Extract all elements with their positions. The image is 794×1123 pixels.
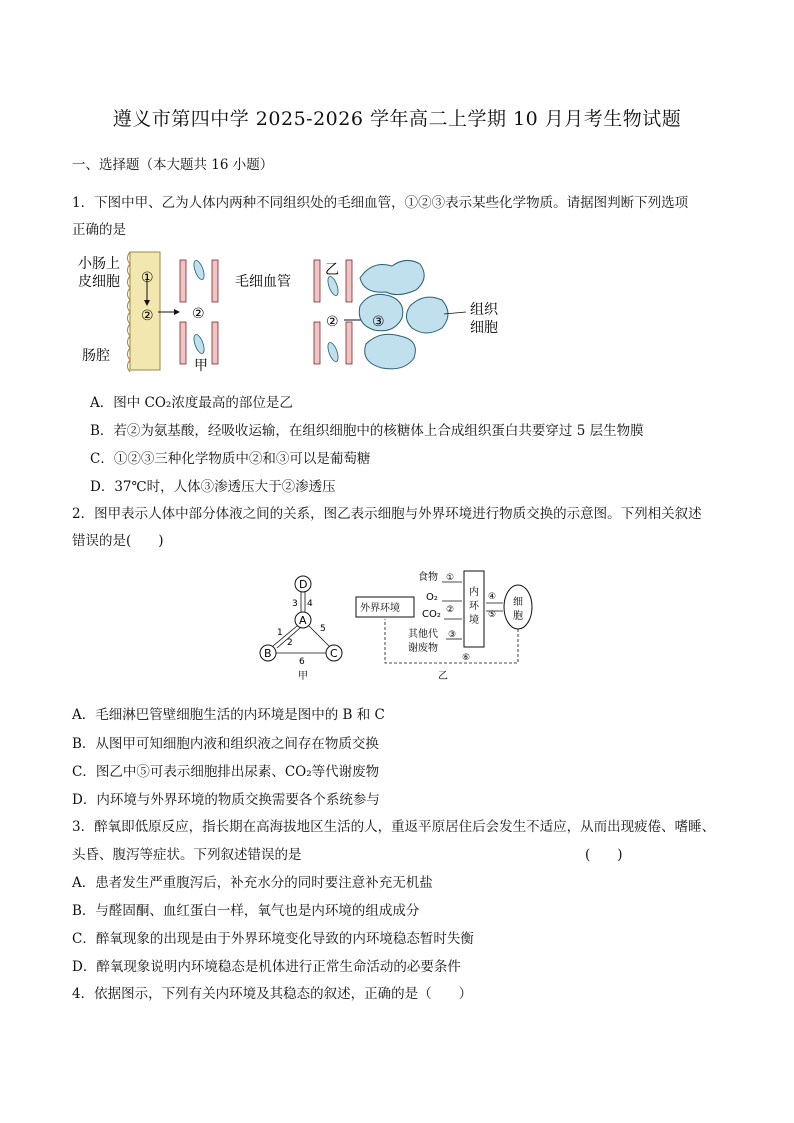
q1-capillary-figure	[70, 240, 530, 380]
mark-1: ①	[141, 270, 154, 286]
mark-3: ③	[372, 314, 385, 330]
input-food: 食物	[418, 572, 438, 583]
capillary-wall	[346, 322, 352, 364]
capillary-wall	[314, 260, 320, 302]
q1-option-a[interactable]: A．图中 CO₂浓度最高的部位是乙	[90, 395, 293, 411]
capillary-wall	[180, 260, 186, 302]
capillary-wall	[180, 322, 186, 364]
red-blood-cell	[326, 341, 340, 363]
node-b-label: B	[264, 647, 272, 660]
capillary-wall	[212, 260, 218, 302]
q2-option-a[interactable]: A．毛细淋巴管壁细胞生活的内环境是图中的 B 和 C	[72, 707, 385, 723]
mark-2a: ②	[446, 605, 455, 615]
mark-5: ⑤	[488, 610, 497, 620]
label-jia: 甲	[194, 358, 208, 374]
edge-label-2: 2	[287, 638, 293, 648]
q3-option-a[interactable]: A．患者发生严重腹泻后，补充水分的同时要注意补充无机盐	[72, 875, 433, 891]
internal-env-1: 内	[469, 587, 479, 598]
q3-option-c[interactable]: C．醉氧现象的出现是由于外界环境变化导致的内环境稳态暂时失衡	[72, 931, 474, 947]
edge-a-c	[309, 626, 329, 646]
label-lumen: 肠腔	[82, 348, 110, 364]
label-intestine-2: 皮细胞	[78, 274, 120, 290]
cell-label-1: 细	[513, 597, 523, 608]
label-capillary: 毛细血管	[235, 274, 291, 290]
q1-stem-line2: 正确的是	[72, 222, 126, 238]
input-o2: O₂	[426, 592, 438, 603]
q1-option-c[interactable]: C．①②③三种化学物质中②和③可以是葡萄糖	[90, 451, 371, 467]
red-blood-cell	[326, 275, 340, 297]
q2-body-fluid-figure	[250, 565, 550, 687]
q2-stem-line2: 错误的是( )	[72, 533, 164, 549]
label-intestine-1: 小肠上	[78, 256, 120, 272]
caption-yi: 乙	[438, 671, 448, 682]
arrow-head	[174, 309, 180, 315]
label-yi: 乙	[325, 262, 339, 278]
internal-env-2: 环	[469, 601, 479, 612]
mark-2b: ②	[192, 306, 205, 322]
section-heading: 一、选择题（本大题共 16 小题）	[72, 157, 274, 173]
tissue-cell	[406, 297, 448, 333]
q3-stem-line2: 头昏、腹泻等症状。下列叙述错误的是	[72, 847, 302, 863]
dashed-loop	[385, 619, 518, 663]
mark-4: ④	[488, 592, 497, 602]
q2-option-d[interactable]: D．内环境与外界环境的物质交换需要各个系统参与	[72, 792, 380, 808]
q3-option-d[interactable]: D．醉氧现象说明内环境稳态是机体进行正常生命活动的必要条件	[72, 959, 461, 975]
caption-jia: 甲	[298, 671, 308, 682]
red-blood-cell	[192, 333, 206, 355]
capillary-wall	[346, 260, 352, 302]
label-tissue-2: 细胞	[470, 320, 498, 336]
mark-6: ⑥	[462, 653, 471, 663]
mark-1: ①	[446, 573, 455, 583]
label-tissue-1: 组织	[470, 302, 498, 318]
tissue-cell	[360, 260, 424, 294]
red-blood-cell	[192, 259, 206, 281]
tissue-cell	[365, 334, 416, 369]
input-co2: CO₂	[422, 609, 441, 620]
q2-option-c[interactable]: C．图乙中⑤可表示细胞排出尿素、CO₂等代谢废物	[72, 764, 380, 780]
edge-label-3: 3	[292, 599, 298, 609]
q3-answer-bracket: ( )	[585, 847, 623, 863]
mark-2c: ②	[326, 314, 339, 330]
cell-label-2: 胞	[513, 611, 523, 622]
node-c-label: C	[330, 647, 338, 660]
internal-env-3: 境	[469, 615, 479, 626]
page-title: 遵义市第四中学 2025-2026 学年高二上学期 10 月月考生物试题	[112, 108, 682, 130]
q3-option-b[interactable]: B．与醛固酮、血红蛋白一样，氧气也是内环境的组成成分	[72, 903, 420, 919]
edge-label-1: 1	[277, 628, 283, 638]
input-waste-1: 其他代	[408, 629, 438, 640]
outside-env-label: 外界环境	[360, 603, 400, 614]
q3-stem-line1: 3．醉氧即低原反应，指长期在高海拔地区生活的人，重返平原居住后会发生不适应，从而出现疲倦、嗜睡、	[72, 819, 716, 835]
mark-2a: ②	[141, 308, 154, 324]
q1-option-d[interactable]: D．37℃时，人体③渗透压大于②渗透压	[90, 479, 336, 495]
q2-stem-line1: 2．图甲表示人体中部分体液之间的关系，图乙表示细胞与外界环境进行物质交换的示意图。下列相关叙述	[72, 506, 702, 522]
mark-3: ③	[448, 630, 457, 640]
node-a-label: A	[299, 614, 307, 627]
q4-stem: 4．依据图示，下列有关内环境及其稳态的叙述，正确的是（ ）	[72, 986, 473, 1002]
node-d-label: D	[299, 578, 308, 591]
edge-label-5: 5	[320, 624, 326, 634]
input-waste-2: 谢废物	[408, 643, 438, 654]
q1-option-b[interactable]: B．若②为氨基酸，经吸收运输，在组织细胞中的核糖体上合成组织蛋白共要穿过 5 层生物膜	[90, 423, 644, 439]
capillary-wall	[212, 322, 218, 364]
q2-option-b[interactable]: B．从图甲可知细胞内液和组织液之间存在物质交换	[72, 736, 379, 752]
edge-label-6: 6	[299, 657, 305, 667]
capillary-wall	[314, 322, 320, 364]
q1-stem-line1: 1．下图中甲、乙为人体内两种不同组织处的毛细血管，①②③表示某些化学物质。请据图判断下列选项	[72, 195, 689, 211]
edge-label-4: 4	[307, 599, 313, 609]
